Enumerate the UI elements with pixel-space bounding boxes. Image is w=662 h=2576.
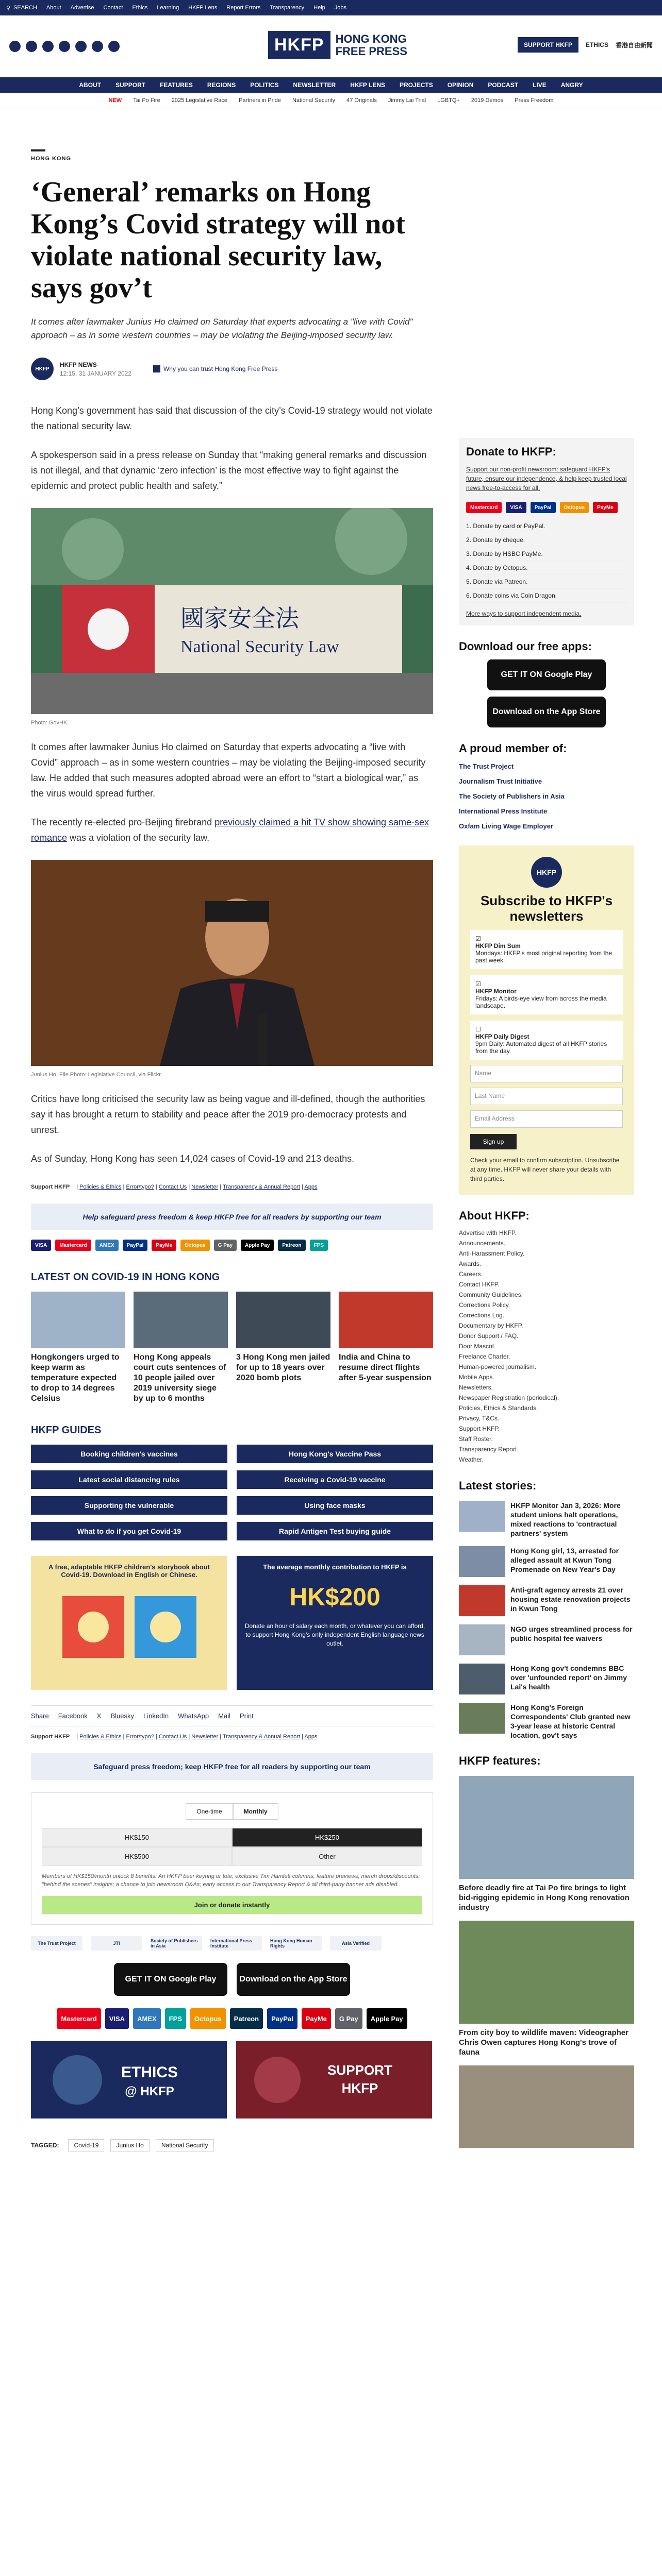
about-link[interactable]: Weather. bbox=[459, 1456, 484, 1463]
site-logo[interactable] bbox=[268, 31, 407, 59]
app-store-badge[interactable]: Download on the App Store bbox=[237, 1963, 350, 1996]
donate-title: Donate to HKFP: bbox=[466, 445, 556, 458]
guide-button[interactable]: Receiving a Covid-19 vaccine bbox=[237, 1470, 433, 1489]
last-name-input[interactable]: Last Name bbox=[470, 1088, 623, 1105]
about-link[interactable]: Transparency Report. bbox=[459, 1446, 519, 1453]
topbar-link[interactable]: HKFP Lens bbox=[188, 5, 218, 11]
trust-link[interactable] bbox=[153, 365, 277, 373]
human-rights-logo[interactable]: Hong Kong Human Rights bbox=[270, 1936, 322, 1951]
promo-amount: HK$200 bbox=[289, 1584, 380, 1611]
logo-line1: HONG KONG bbox=[335, 32, 407, 45]
svg-text:@ HKFP: @ HKFP bbox=[125, 2084, 174, 2098]
latest-card[interactable] bbox=[134, 1292, 228, 1404]
svg-text:ETHICS: ETHICS bbox=[121, 2064, 178, 2081]
fps-icon[interactable]: FPS bbox=[165, 2008, 186, 2029]
signup-button[interactable]: Sign up bbox=[470, 1134, 517, 1149]
patreon-icon[interactable]: Patreon bbox=[230, 2008, 263, 2029]
footer-link[interactable]: Apps bbox=[304, 1184, 318, 1190]
payme-icon[interactable]: PayMe bbox=[302, 2008, 331, 2029]
membership-note: Members of HK$150/month unlock 8 benefits: An HKFP beer keyring or tote; exclusive Tim Hamlett columns; feature previews; merch drops/discounts; "behind the scenes" insights; a chance to join newsroom Q&As; early access to our Transparency Report & all third-party banner ads disabled. bbox=[42, 1873, 420, 1888]
tags-label: TAGGED: bbox=[31, 2142, 59, 2149]
story-title[interactable]: HKFP Monitor Jan 3, 2026: More student unions halt operations, mixed reactions to 'contractual partners' system bbox=[510, 1501, 621, 1537]
facebook-icon[interactable] bbox=[9, 41, 21, 52]
footer-link[interactable]: Policies & Ethics bbox=[79, 1734, 122, 1740]
article bbox=[31, 149, 433, 2151]
story-item[interactable] bbox=[459, 1624, 634, 1655]
nav-item[interactable]: OPINION bbox=[447, 81, 474, 89]
google-pay-icon[interactable]: G Pay bbox=[335, 2008, 362, 2029]
ethics-link[interactable]: ETHICS bbox=[585, 41, 608, 48]
article-paragraph: It comes after lawmaker Junius Ho claimed on Saturday that experts advocating a “live with Covid” approach – as in some western countries – may be violating the Beijing-imposed security law. He added that such measures adopted abroad were an effort to “start a biological war,” as the virus would spread further. bbox=[31, 742, 426, 799]
about-link[interactable]: Awards. bbox=[459, 1260, 482, 1267]
storybook-promo[interactable] bbox=[31, 1556, 227, 1690]
about-link[interactable]: Newspaper Registration (periodical). bbox=[459, 1394, 559, 1401]
latest-card[interactable] bbox=[236, 1292, 330, 1404]
sidebar bbox=[459, 438, 634, 2148]
youtube-icon[interactable] bbox=[59, 41, 70, 52]
newsletter-note: Check your email to confirm subscription. Unsubscribe at any time. HKFP will never share your details with third parties. bbox=[470, 1157, 620, 1182]
latest-card-title[interactable]: Hong Kong appeals court cuts sentences of 10 people jailed over 2019 university siege by up to 6 months bbox=[134, 1353, 226, 1403]
side-payment-icons bbox=[466, 502, 627, 513]
footer-link[interactable]: Policies & Ethics bbox=[79, 1184, 122, 1190]
trending-link[interactable]: Jimmy Lai Trial bbox=[388, 97, 426, 104]
story-item[interactable] bbox=[459, 1546, 634, 1577]
newsletter-option[interactable] bbox=[470, 1021, 623, 1060]
tag-chip[interactable]: Covid-19 bbox=[68, 2139, 104, 2151]
instagram-icon[interactable] bbox=[42, 41, 54, 52]
latest-covid-grid bbox=[31, 1292, 433, 1404]
about-link[interactable]: Anti-Harassment Policy. bbox=[459, 1250, 525, 1257]
newsletter-option[interactable] bbox=[470, 975, 623, 1014]
about-title: About HKFP: bbox=[459, 1209, 529, 1222]
story-item[interactable] bbox=[459, 1664, 634, 1694]
guide-button[interactable]: Rapid Antigen Test buying guide bbox=[237, 1522, 433, 1540]
threads-icon[interactable] bbox=[92, 41, 103, 52]
about-link[interactable]: Advertise with HKFP. bbox=[459, 1229, 517, 1236]
new-badge: NEW bbox=[108, 97, 122, 104]
toggle-monthly[interactable]: Monthly bbox=[233, 1803, 278, 1820]
article-category[interactable]: HONG KONG bbox=[31, 156, 72, 162]
visa-icon[interactable]: VISA bbox=[31, 1240, 51, 1251]
option-name: HKFP Daily Digest bbox=[475, 1033, 529, 1040]
footer-link[interactable]: Contact Us bbox=[158, 1734, 187, 1740]
latest-card[interactable] bbox=[339, 1292, 433, 1404]
guide-button[interactable]: Booking children's vaccines bbox=[31, 1445, 227, 1463]
amount-options bbox=[42, 1828, 422, 1866]
latest-card-title[interactable]: India and China to resume direct flights after 5-year suspension bbox=[339, 1353, 432, 1382]
story-thumbnail bbox=[459, 1703, 505, 1734]
name-input[interactable]: Name bbox=[470, 1065, 623, 1082]
share-linkedin[interactable]: LinkedIn bbox=[143, 1712, 169, 1720]
apple-pay-icon[interactable]: Apple Pay bbox=[367, 2008, 407, 2029]
apps-title: Download our free apps: bbox=[459, 640, 592, 653]
google-play-badge[interactable]: GET IT ON Google Play bbox=[114, 1963, 227, 1996]
trust-project-logo[interactable]: The Trust Project bbox=[31, 1936, 82, 1951]
article-paragraph bbox=[31, 815, 433, 845]
publish-date: 12:15, 31 JANUARY 2022 bbox=[60, 369, 131, 377]
app-store-badge[interactable]: Download on the App Store bbox=[487, 697, 606, 727]
svg-text:National Security Law: National Security Law bbox=[180, 637, 339, 656]
nav-item[interactable]: SUPPORT bbox=[115, 81, 146, 89]
chinese-site-link[interactable]: 香港自由新聞 bbox=[615, 41, 653, 49]
linkedin-icon[interactable] bbox=[75, 41, 87, 52]
share-bluesky[interactable]: Bluesky bbox=[110, 1712, 134, 1720]
about-link[interactable]: Privacy, T&Cs. bbox=[459, 1415, 500, 1422]
about-link[interactable]: Door Mascot. bbox=[459, 1343, 496, 1350]
article-tags bbox=[31, 2139, 433, 2151]
author-name[interactable]: HKFP NEWS bbox=[60, 361, 97, 368]
logo-mark: HKFP bbox=[268, 31, 330, 59]
footer-link[interactable]: Error/typo? bbox=[126, 1184, 154, 1190]
feature-thumbnail[interactable] bbox=[459, 1776, 634, 1879]
octopus-icon[interactable]: Octopus bbox=[190, 2008, 226, 2029]
support-callout[interactable]: Help safeguard press freedom & keep HKFP free for all readers by supporting our team bbox=[31, 1204, 433, 1230]
amount-option-selected[interactable]: HK$250 bbox=[232, 1828, 422, 1847]
photo-caption: Photo: GovHK. bbox=[31, 720, 69, 726]
donate-step[interactable]: 1. Donate by card or PayPal. bbox=[466, 519, 627, 533]
byline bbox=[31, 358, 433, 380]
latest-card[interactable] bbox=[31, 1292, 125, 1404]
newsletter-option[interactable] bbox=[470, 930, 623, 969]
guide-button[interactable]: Using face masks bbox=[237, 1496, 433, 1515]
join-donate-button[interactable]: Join or donate instantly bbox=[42, 1896, 422, 1914]
search-icon[interactable]: ⚲ bbox=[6, 5, 11, 11]
promo-note: Donate an hour of salary each month, or whatever you can afford, to support Hong Kong's only independent English language news outlet. bbox=[244, 1622, 425, 1647]
footer-link[interactable]: Newsletter bbox=[191, 1184, 219, 1190]
topbar-link[interactable]: Help bbox=[313, 5, 325, 11]
donate-steps bbox=[466, 519, 627, 603]
donate-heading[interactable]: Safeguard press freedom; keep HKFP free for all readers by supporting our team bbox=[31, 1753, 433, 1780]
nav-item[interactable]: ANGRY bbox=[560, 81, 583, 89]
latest-thumbnail bbox=[236, 1292, 330, 1348]
features-title: HKFP features: bbox=[459, 1754, 541, 1767]
paypal-icon[interactable]: PayPal bbox=[123, 1240, 148, 1251]
option-desc: 9pm Daily: Automated digest of all HKFP stories from the day. bbox=[475, 1040, 607, 1055]
option-desc: Fridays: A birds-eye view from across the media landscape. bbox=[475, 995, 607, 1009]
checkbox-empty-icon[interactable]: ☐ bbox=[475, 1026, 481, 1033]
support-button[interactable]: SUPPORT HKFP bbox=[518, 37, 578, 53]
trending-link[interactable]: National Security bbox=[292, 97, 336, 104]
article-photo bbox=[31, 860, 433, 1078]
latest-card-title[interactable]: 3 Hong Kong men jailed for up to 18 years over 2020 bomb plots bbox=[236, 1353, 330, 1382]
feature-thumbnail[interactable] bbox=[459, 1921, 634, 2024]
national-security-law-banner-image bbox=[31, 508, 433, 714]
junius-ho-portrait-image bbox=[31, 860, 433, 1066]
share-whatsapp[interactable]: WhatsApp bbox=[178, 1712, 209, 1720]
inline-link[interactable]: previously claimed a hit TV show showing same-sex romance bbox=[31, 817, 429, 843]
google-pay-icon[interactable]: G Pay bbox=[214, 1240, 237, 1251]
about-link[interactable]: Support HKFP. bbox=[459, 1425, 500, 1432]
donate-step[interactable]: 4. Donate by Octopus. bbox=[466, 561, 627, 575]
visa-icon[interactable]: VISA bbox=[105, 2008, 129, 2029]
latest-covid-title: LATEST ON COVID-19 IN HONG KONG bbox=[31, 1272, 220, 1283]
feature-thumbnail[interactable] bbox=[459, 2065, 634, 2148]
storybook-illustration bbox=[52, 1586, 207, 1663]
donate-widget bbox=[31, 1792, 433, 1925]
telegram-icon[interactable] bbox=[108, 41, 120, 52]
paragraph-text: The recently re-elected pro-Beijing firebrand bbox=[31, 817, 215, 827]
trending-link[interactable]: Partners in Pride bbox=[239, 97, 281, 104]
trending-link[interactable]: 2019 Demos bbox=[471, 97, 504, 104]
about-link[interactable]: Contact HKFP. bbox=[459, 1281, 500, 1288]
about-link[interactable]: Corrections Log. bbox=[459, 1312, 505, 1319]
guide-button[interactable]: Hong Kong's Vaccine Pass bbox=[237, 1445, 433, 1463]
nav-item[interactable]: PODCAST bbox=[488, 81, 519, 89]
donate-text[interactable]: Support our non-profit newsroom: safeguard HKFP's future, ensure our independence, & help keep trusted local news free-to-access for all. bbox=[466, 466, 627, 492]
about-link[interactable]: Policies, Ethics & Standards. bbox=[459, 1404, 538, 1412]
nav-item[interactable]: ABOUT bbox=[79, 81, 102, 89]
newsletter-signup bbox=[459, 845, 634, 1195]
mastercard-icon[interactable]: Mastercard bbox=[466, 502, 502, 513]
donate-step[interactable]: 3. Donate by HSBC PayMe. bbox=[466, 547, 627, 561]
trending-link[interactable]: Press Freedom bbox=[515, 97, 554, 104]
story-title[interactable]: Hong Kong girl, 13, arrested for alleged assault at Kwun Tong Promenade on New Year's Day bbox=[510, 1547, 619, 1573]
topbar-link[interactable]: About bbox=[46, 5, 61, 11]
payment-methods bbox=[31, 1240, 433, 1251]
footer-link[interactable]: Transparency & Annual Report bbox=[223, 1734, 301, 1740]
guide-button[interactable]: What to do if you get Covid-19 bbox=[31, 1522, 227, 1540]
social-links bbox=[9, 41, 120, 52]
footer-link[interactable]: Transparency & Annual Report bbox=[223, 1184, 301, 1190]
option-name: HKFP Dim Sum bbox=[475, 942, 521, 950]
article-footer-links: Support HKFP | Policies & Ethics | Error/typo? | Contact Us | Newsletter | Transparency & Annual Report | Apps bbox=[31, 1184, 318, 1190]
latest-card-title[interactable]: Hongkongers urged to keep warm as temperature expected to drop to 14 degrees Celsius bbox=[31, 1353, 120, 1403]
checkbox-checked-icon[interactable]: ☑ bbox=[475, 980, 481, 988]
payme-icon[interactable]: PayMe bbox=[152, 1240, 176, 1251]
svg-text:SUPPORT: SUPPORT bbox=[327, 2062, 392, 2078]
trending-link[interactable]: 2025 Legislative Race bbox=[171, 97, 228, 104]
ipi-logo[interactable]: International Press Institute bbox=[459, 807, 548, 815]
ethics-banner-image[interactable] bbox=[31, 2041, 227, 2119]
latest-thumbnail bbox=[339, 1292, 433, 1348]
trending-link[interactable]: Tai Po Fire bbox=[133, 97, 160, 104]
feature-title[interactable]: From city boy to wildlife maven: Videographer Chris Owen captures Hong Kong's trove of fauna bbox=[459, 2028, 628, 2057]
google-play-badge[interactable]: GET IT ON Google Play bbox=[487, 659, 606, 690]
apple-pay-icon[interactable]: Apple Pay bbox=[241, 1240, 274, 1251]
visa-icon[interactable]: VISA bbox=[506, 502, 526, 513]
sopa-logo[interactable]: Society of Publishers in Asia bbox=[151, 1936, 202, 1951]
latest-thumbnail bbox=[134, 1292, 228, 1348]
latest-thumbnail bbox=[31, 1292, 125, 1348]
nav-item[interactable]: LIVE bbox=[533, 81, 547, 89]
jti-logo[interactable]: JTI bbox=[91, 1936, 142, 1951]
article-headline: ‘General’ remarks on Hong Kong’s Covid strategy will not violate national security law, says gov’t bbox=[31, 176, 405, 304]
story-item[interactable] bbox=[459, 1585, 634, 1616]
octopus-icon[interactable]: Octopus bbox=[180, 1240, 210, 1251]
trust-project-logo[interactable]: The Trust Project bbox=[459, 762, 514, 770]
nav-item[interactable]: NEWSLETTER bbox=[293, 81, 336, 89]
footer-link[interactable]: Support HKFP bbox=[31, 1184, 70, 1190]
top-utility-bar bbox=[0, 0, 662, 15]
story-thumbnail bbox=[459, 1585, 505, 1616]
trending-link[interactable]: LGBTQ+ bbox=[437, 97, 460, 104]
member-title: A proud member of: bbox=[459, 742, 567, 755]
trending-link[interactable]: 47 Originals bbox=[346, 97, 377, 104]
share-facebook[interactable]: Facebook bbox=[58, 1712, 88, 1720]
article-footer-links-2: Support HKFP | Policies & Ethics | Error/typo? | Contact Us | Newsletter | Transparency & Annual Report | Apps bbox=[31, 1734, 318, 1740]
about-link[interactable]: Careers. bbox=[459, 1270, 483, 1278]
banner-text: 國家安全法 bbox=[180, 605, 299, 632]
nav-item[interactable]: REGIONS bbox=[207, 81, 236, 89]
newsletter-title: Subscribe to HKFP's newsletters bbox=[480, 893, 613, 924]
footer-link[interactable]: Error/typo? bbox=[126, 1734, 154, 1740]
footer-link[interactable]: Contact Us bbox=[158, 1184, 187, 1190]
about-link[interactable]: Donor Support / FAQ. bbox=[459, 1332, 519, 1340]
paypal-icon[interactable]: PayPal bbox=[531, 502, 556, 513]
share-link[interactable]: Share bbox=[31, 1712, 49, 1720]
payment-methods-large bbox=[31, 2008, 433, 2029]
tag-chip[interactable]: Junius Ho bbox=[110, 2139, 149, 2151]
email-input[interactable]: Email Address bbox=[470, 1110, 623, 1128]
amount-option-other[interactable]: Other bbox=[232, 1847, 422, 1866]
trust-link-label: Why you can trust Hong Kong Free Press bbox=[163, 365, 278, 372]
payme-icon[interactable]: PayMe bbox=[593, 502, 618, 513]
nav-item[interactable]: POLITICS bbox=[250, 81, 279, 89]
photo-caption: Junius Ho. File Photo: Legislative Council, via Flickr. bbox=[31, 1072, 162, 1078]
donate-step[interactable]: 5. Donate via Patreon. bbox=[466, 575, 627, 589]
svg-text:HKFP: HKFP bbox=[341, 2080, 378, 2096]
nav-item[interactable]: HKFP LENS bbox=[350, 81, 386, 89]
donate-widget-side bbox=[459, 438, 634, 625]
topbar-link[interactable]: Ethics bbox=[132, 5, 148, 11]
article-paragraph: Critics have long criticised the security law as being vague and ill-defined, though the authorities say it has brought a return to stability and peace after the 2019 pro-democracy protests and unrest. bbox=[31, 1094, 425, 1135]
story-item[interactable] bbox=[459, 1703, 634, 1740]
octopus-icon[interactable]: Octopus bbox=[560, 502, 589, 513]
promo-lead: The average monthly contribution to HKFP is bbox=[263, 1563, 407, 1571]
about-link[interactable]: Announcements. bbox=[459, 1240, 506, 1247]
share-bar bbox=[31, 1705, 433, 1726]
about-link[interactable]: Community Guidelines. bbox=[459, 1291, 523, 1298]
donate-step[interactable]: 6. Donate coins via Coin Dragon. bbox=[466, 589, 627, 603]
article-standfirst: It comes after lawmaker Junius Ho claimed on Saturday that experts advocating a "live with Covid" approach – as in some western countries – may be violating the Beijing-imposed security law. bbox=[31, 317, 413, 340]
logo-line2: FREE PRESS bbox=[335, 44, 407, 58]
paypal-icon[interactable]: PayPal bbox=[267, 2008, 297, 2029]
fps-icon[interactable]: FPS bbox=[310, 1240, 328, 1251]
story-thumbnail bbox=[459, 1546, 505, 1577]
trending-bar bbox=[0, 93, 662, 108]
verified-logo[interactable]: Asia Verified bbox=[330, 1936, 382, 1951]
topbar-link[interactable]: Transparency bbox=[270, 5, 305, 11]
article-paragraph: A spokesperson said in a press release on Sunday that “making general remarks and discussion is not illegal, and that dynamic ‘zero infection’ is the most effective way to fight against the epidemic and protect public health and safety.” bbox=[31, 450, 427, 491]
footer-link[interactable]: Newsletter bbox=[191, 1734, 219, 1740]
oxfam-logo[interactable]: Oxfam Living Wage Employer bbox=[459, 822, 554, 830]
jti-logo[interactable]: Journalism Trust Initiative bbox=[459, 777, 542, 785]
toggle-one-time[interactable]: One-time bbox=[186, 1803, 233, 1820]
about-link[interactable]: Mobile Apps. bbox=[459, 1374, 494, 1381]
share-mail[interactable]: Mail bbox=[218, 1712, 230, 1720]
amex-icon[interactable]: AMEX bbox=[133, 2008, 161, 2029]
nav-item[interactable]: FEATURES bbox=[160, 81, 193, 89]
share-x[interactable]: X bbox=[96, 1712, 102, 1720]
more-ways-link[interactable]: More ways to support independent media. bbox=[466, 610, 582, 617]
story-thumbnail bbox=[459, 1501, 505, 1532]
article-photo bbox=[31, 508, 433, 726]
topbar-link[interactable]: Contact bbox=[103, 5, 123, 11]
storybook-promo-text: A free, adaptable HKFP children's storybook about Covid-19. Download in English or Chinese. bbox=[48, 1563, 210, 1579]
ethics-banners bbox=[31, 2041, 433, 2119]
ipi-logo[interactable]: International Press Institute bbox=[210, 1936, 262, 1951]
guides-grid bbox=[31, 1445, 433, 1540]
donation-average-promo[interactable] bbox=[237, 1556, 433, 1690]
masthead bbox=[0, 15, 662, 77]
amount-option[interactable]: HK$150 bbox=[42, 1828, 232, 1847]
story-title[interactable]: Anti-graft agency arrests 21 over housing estate renovation projects in Kwun Tong bbox=[510, 1586, 631, 1613]
option-name: HKFP Monitor bbox=[475, 988, 517, 995]
mastercard-icon[interactable]: Mastercard bbox=[57, 2008, 101, 2029]
story-thumbnail bbox=[459, 1664, 505, 1694]
option-desc: Mondays: HKFP's most original reporting from the past week. bbox=[475, 950, 613, 964]
frequency-toggle bbox=[42, 1803, 422, 1820]
about-link[interactable]: Human-powered journalism. bbox=[459, 1363, 537, 1370]
member-logos bbox=[459, 762, 634, 830]
paragraph-text: was a violation of the security law. bbox=[67, 833, 210, 843]
story-thumbnail bbox=[459, 1624, 505, 1655]
topbar-link[interactable]: Report Errors bbox=[226, 5, 261, 11]
donate-step[interactable]: 2. Donate by cheque. bbox=[466, 533, 627, 547]
about-link[interactable]: Staff Roster. bbox=[459, 1435, 493, 1443]
guide-button[interactable]: Latest social distancing rules bbox=[31, 1470, 227, 1489]
footer-link[interactable]: Apps bbox=[304, 1734, 318, 1740]
partner-logos bbox=[31, 1936, 433, 1951]
share-print[interactable]: Print bbox=[239, 1712, 254, 1720]
about-list bbox=[459, 1228, 634, 1465]
feature-title[interactable]: Before deadly fire at Tai Po fire brings to light bid-rigging epidemic in Hong Kong renovation industry bbox=[459, 1884, 630, 1912]
topbar-link[interactable]: Advertise bbox=[70, 5, 94, 11]
guides-title: HKFP GUIDES bbox=[31, 1425, 102, 1436]
story-title[interactable]: NGO urges streamlined process for public hospital fee waivers bbox=[510, 1625, 633, 1642]
hkfp-badge-icon: HKFP bbox=[531, 857, 562, 888]
latest-stories-title: Latest stories: bbox=[459, 1479, 537, 1492]
guide-button[interactable]: Supporting the vulnerable bbox=[31, 1496, 227, 1515]
x-icon[interactable] bbox=[26, 41, 37, 52]
topbar-link[interactable]: Jobs bbox=[334, 5, 347, 11]
patreon-icon[interactable]: Patreon bbox=[278, 1240, 305, 1251]
topbar-link[interactable]: SEARCH bbox=[13, 5, 37, 11]
author-avatar: HKFP bbox=[31, 358, 54, 380]
main-nav bbox=[0, 77, 662, 93]
footer-link[interactable]: Support HKFP bbox=[31, 1734, 70, 1740]
sopa-logo[interactable]: The Society of Publishers in Asia bbox=[459, 792, 565, 800]
article-paragraph: As of Sunday, Hong Kong has seen 14,024 cases of Covid-19 and 213 deaths. bbox=[31, 1154, 355, 1164]
about-link[interactable]: Freelance Charter. bbox=[459, 1353, 510, 1360]
about-link[interactable]: Corrections Policy. bbox=[459, 1301, 510, 1309]
promo-row bbox=[31, 1556, 433, 1690]
checkbox-checked-icon[interactable]: ☑ bbox=[475, 935, 481, 942]
story-title[interactable]: Hong Kong's Foreign Correspondents' Club granted new 3-year lease at historic Central location, gov't says bbox=[510, 1703, 631, 1739]
article-paragraph: Hong Kong’s government has said that discussion of the city’s Covid-19 strategy would not violate the national security law. bbox=[31, 405, 433, 431]
category-rule bbox=[31, 149, 45, 151]
trust-badge-icon bbox=[153, 365, 160, 372]
nav-item[interactable]: PROJECTS bbox=[400, 81, 433, 89]
story-item[interactable] bbox=[459, 1501, 634, 1538]
support-banner-image[interactable] bbox=[236, 2041, 432, 2119]
story-title[interactable]: Hong Kong gov't condemns BBC over 'unfounded report' on Jimmy Lai's health bbox=[510, 1664, 627, 1691]
about-link[interactable]: Documentary by HKFP. bbox=[459, 1322, 523, 1329]
amount-option[interactable]: HK$500 bbox=[42, 1847, 232, 1866]
amex-icon[interactable]: AMEX bbox=[95, 1240, 119, 1251]
mastercard-icon[interactable]: Mastercard bbox=[55, 1240, 91, 1251]
topbar-link[interactable]: Learning bbox=[157, 5, 179, 11]
app-store-badges bbox=[31, 1963, 433, 1996]
about-link[interactable]: Newsletters. bbox=[459, 1384, 493, 1391]
tag-chip[interactable]: National Security bbox=[156, 2139, 214, 2151]
